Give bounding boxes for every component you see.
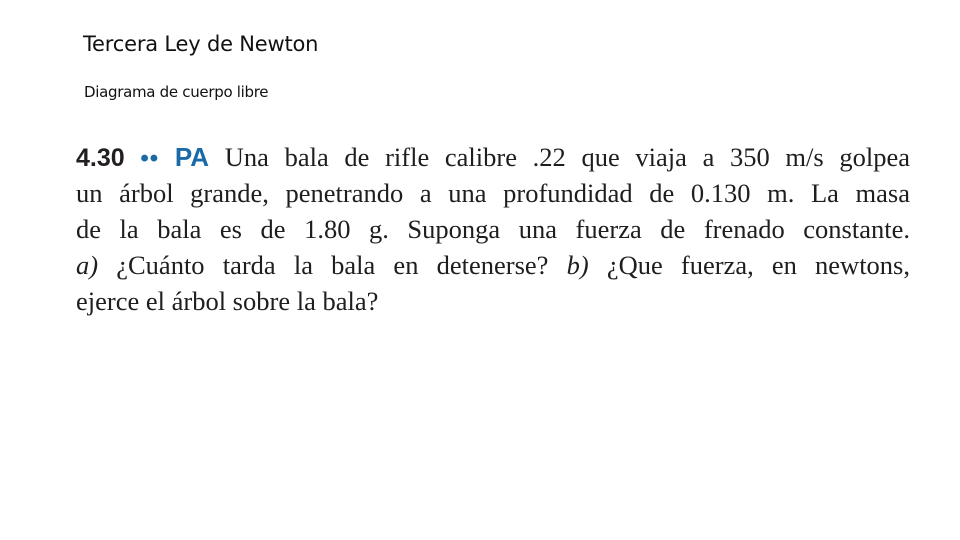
slide-title: Tercera Ley de Newton xyxy=(83,32,319,56)
part-a-question: ¿Cuánto tarda la bala en detenerse? xyxy=(98,250,567,280)
problem-line-3: de la bala es de 1.80 g. Suponga una fuerza de frenado constante. xyxy=(76,214,910,244)
problem-badge: PA xyxy=(174,142,210,172)
problem-line-2: un árbol grande, penetrando a una profundidad de 0.130 m. La masa xyxy=(76,178,910,208)
problem-line-4 xyxy=(76,250,910,280)
problem-line-5: ejerce el árbol sobre la bala? xyxy=(76,286,379,316)
problem-line-1 xyxy=(76,142,910,174)
part-b-question-start: ¿Que fuerza, en newtons, xyxy=(588,250,910,280)
slide-subtitle: Diagrama de cuerpo libre xyxy=(84,83,269,101)
problem-line-1-text: Una bala de rifle calibre .22 que viaja a 350 m/s golpea xyxy=(224,142,911,172)
difficulty-dots-icon: •• xyxy=(140,145,160,172)
part-a-label: a) xyxy=(76,250,99,280)
part-b-label: b) xyxy=(566,250,589,280)
problem-statement xyxy=(76,140,910,322)
problem-number: 4.30 xyxy=(76,144,125,172)
